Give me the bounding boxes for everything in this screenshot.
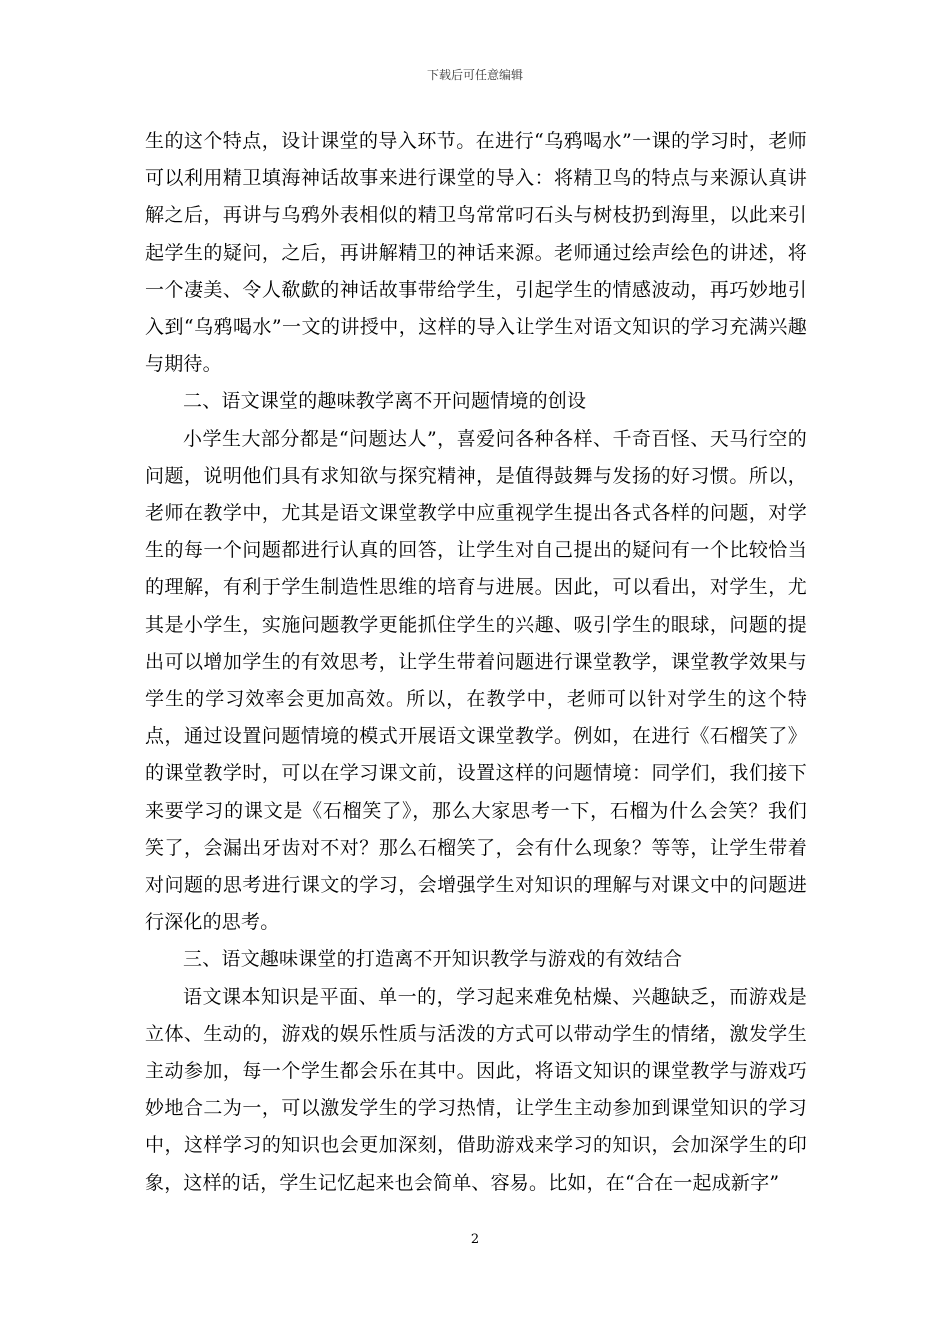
page-header: 下载后可任意编辑 [426,68,523,82]
paragraph: 小学生大部分都是“问题达人”，喜爱问各种各样、千奇百怪、天马行空的问题，说明他们具有求知欲与探究精神，是值得鼓舞与发扬的好习惯。所以，老师在教学中，尤其是语文课堂教学中应重视学生提出各式各样的问题，对学生的每一个问题都进行认真的回答，让学生对自己提出的疑问有一个比较恰当的理解，有利于学生制造性思维的培育与进展。因此，可以看出，对学生，尤其是小学生，实施问题教学更能抓住学生的兴趣、吸引学生的眼球，问题的提出可以增加学生的有效思考，让学生带着问题进行课堂教学，课堂教学效果与学生的学习效率会更加高效。所以，在教学中，老师可以针对学生的这个特点，通过设置问题情境的模式开展语文课堂教学。例如，在进行《石榴笑了》的课堂教学时，可以在学习课文前，设置这样的问题情境：同学们，我们接下来要学习的课文是《石榴笑了》，那么大家思考一下，石榴为什么会笑？我们笑了，会漏出牙齿对不对？那么石榴笑了，会有什么现象？等等，让学生带着对问题的思考进行课文的学习，会增强学生对知识的理解与对课文中的问题进行深化的思考。 [145,427,807,934]
section-heading-3: 三、语文趣味课堂的打造离不开知识教学与游戏的有效结合 [183,948,683,971]
page-number: 2 [470,1232,480,1247]
document-body [145,123,807,1202]
paragraph: 语文课本知识是平面、单一的，学习起来难免枯燥、兴趣缺乏，而游戏是立体、生动的，游戏的娱乐性质与活泼的方式可以带动学生的情绪，激发学生主动参加，每一个学生都会乐在其中。因此，将语文知识的课堂教学与游戏巧妙地合二为一，可以激发学生的学习热情，让学生主动参加到课堂知识的学习中，这样学习的知识也会更加深刻，借助游戏来学习的知识，会加深学生的印象，这样的话，学生记忆起来也会简单、容易。比如，在“合在一起成新字” [145,985,807,1194]
paragraph-continuation: 生的这个特点，设计课堂的导入环节。在进行“乌鸦喝水”一课的学习时，老师可以利用精卫填海神话故事来进行课堂的导入：将精卫鸟的特点与来源认真讲解之后，再讲与乌鸦外表相似的精卫鸟常常叼石头与树枝扔到海里，以此来引起学生的疑问，之后，再讲解精卫的神话来源。老师通过绘声绘色的讲述，将一个凄美、令人欷歔的神话故事带给学生，引起学生的情感波动，再巧妙地引入到“乌鸦喝水”一文的讲授中，这样的导入让学生对语文知识的学习充满兴趣与期待。 [145,130,807,376]
section-heading-2: 二、语文课堂的趣味教学离不开问题情境的创设 [183,390,587,413]
